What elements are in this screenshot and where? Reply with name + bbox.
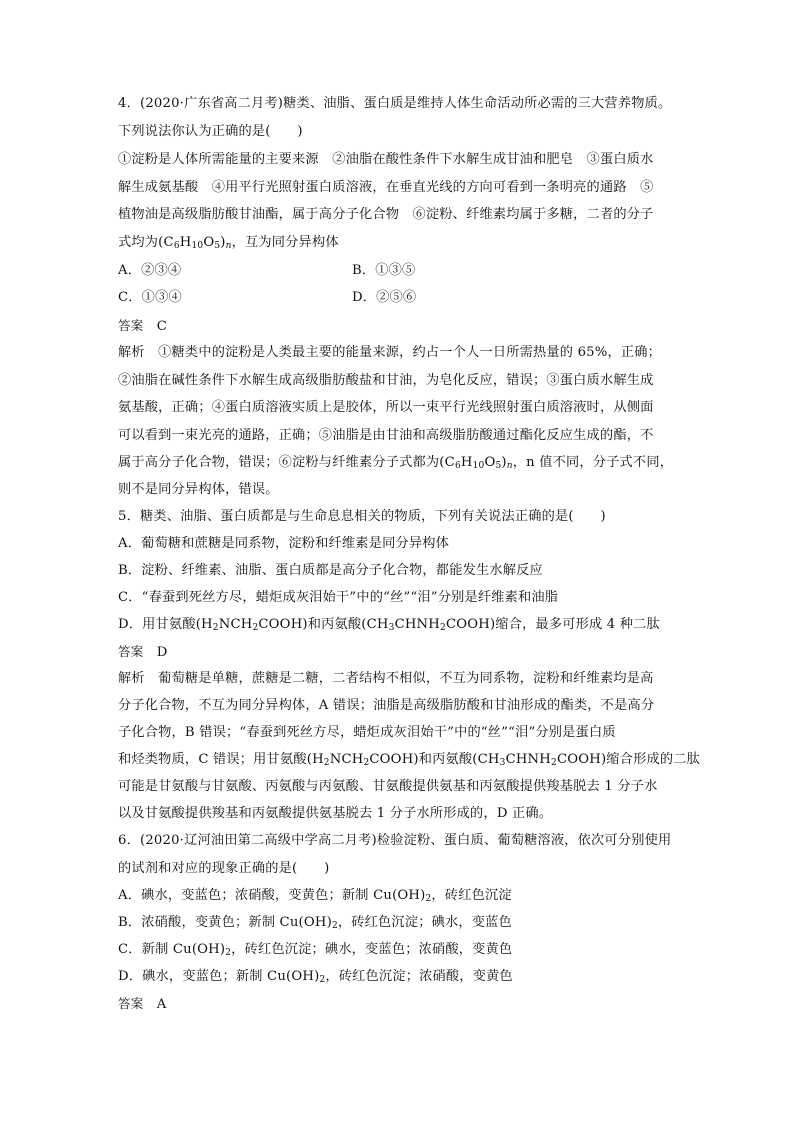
q4-option-a: A．②③④: [118, 263, 182, 278]
q6-option-b: B．浓硝酸，变黄色；新制 $Cu(OH)_2$，砖红色沉淀；碘水，变蓝色: [118, 915, 512, 931]
answer-label: 答案: [118, 644, 144, 659]
q4-analysis-line3: 氨基酸，正确；④蛋白质溶液实质上是胶体，所以一束平行光线照射蛋白质溶液时，从侧面: [118, 400, 654, 415]
q4-statements-line2: 解生成氨基酸 ④用平行光照射蛋白质溶液，在垂直光线的方向可看到一条明亮的通路 ⑤: [118, 180, 654, 195]
q4-analysis-line6: 则不是同分异构体，错误。: [118, 482, 279, 497]
q5-analysis-line2: 分子化合物，不互为同分异构体，A 错误；油脂是高级脂肪酸和甘油形成的酯类，不是高分: [118, 698, 655, 713]
q5-answer: [118, 644, 168, 661]
q5-stem: 5．糖类、油脂、蛋白质都是与生命息息相关的物质，下列有关说法正确的是( ): [118, 509, 606, 524]
q5-analysis-line6: 以及甘氨酸提供羧基和丙氨酸提供氨基脱去 1 分子水所形成的，D 正确。: [118, 806, 553, 821]
q4-stem-line1: 4．(2020·广东省高二月考)糖类、油脂、蛋白质是维持人体生命活动所必需的三大营养物质。: [118, 96, 672, 111]
q4-analysis-line1: 解析 ①糖类中的淀粉是人类最主要的能量来源，约占一个人一日所需热量的 65%，正确；: [118, 345, 662, 360]
q4-option-b: B．①③⑤: [352, 263, 416, 278]
q6-stem-line1: 6．(2020·辽河油田第二高级中学高二月考)检验淀粉、蛋白质、葡萄糖溶液，依次可分别使用: [118, 833, 672, 848]
q6-stem-line2: 的试剂和对应的现象正确的是( ): [118, 861, 330, 876]
q4-statements-line3: 植物油是高级脂肪酸甘油酯，属于高分子化合物 ⑥淀粉、纤维素均属于多糖，二者的分子: [118, 207, 654, 222]
q5-option-c: C．“春蚕到死丝方尽，蜡炬成灰泪始干”中的“丝”“泪”分别是纤维素和油脂: [118, 590, 559, 605]
q5-analysis-line1: 解析 葡萄糖是单糖，蔗糖是二糖，二者结构不相似，不互为同系物，淀粉和纤维素均是高: [118, 671, 654, 686]
q4-option-d: D．②⑤⑥: [352, 290, 417, 305]
answer-value: A: [156, 997, 167, 1012]
q5-analysis-line3: 子化合物，B 错误；“春蚕到死丝方尽，蜡炬成灰泪始干”中的“丝”“泪”分别是蛋白质: [118, 725, 616, 740]
q6-option-d: D．碘水，变蓝色；新制 $Cu(OH)_2$，砖红色沉淀；浓硝酸，变黄色: [118, 969, 513, 985]
answer-label: 答案: [118, 996, 144, 1011]
q5-option-a: A．葡萄糖和蔗糖是同系物，淀粉和纤维素是同分异构体: [118, 536, 450, 551]
q4-option-c: C．①③④: [118, 290, 182, 305]
q4-analysis-line2: ②油脂在碱性条件下水解生成高级脂肪酸盐和甘油，为皂化反应，错误；③蛋白质水解生成: [118, 373, 654, 388]
q5-option-b: B．淀粉、纤维素、油脂、蛋白质都是高分子化合物，都能发生水解反应: [118, 563, 543, 578]
q5-analysis-line4: 和烃类物质，C 错误；用甘氨酸$(H_2NCH_2COOH)$和丙氨酸$(CH_3CHNH_2COOH)$缩合形成的二肽: [118, 752, 701, 768]
q4-statements-line4: 式均为$(C_6H_{10}O_5)_n$，互为同分异构体: [118, 235, 339, 251]
q4-analysis-line4: 可以看到一束光亮的通路，正确；⑤油脂是由甘油和高级脂肪酸通过酯化反应生成的酯，不: [118, 428, 654, 443]
answer-value: D: [156, 645, 168, 660]
q6-answer: [118, 996, 167, 1013]
q4-answer: [118, 318, 167, 335]
q5-option-d: D．用甘氨酸$(H_2NCH_2COOH)$和丙氨酸$(CH_3CHNH_2COOH)$缩合，最多可形成 4 种二肽: [118, 617, 660, 633]
q6-option-a: A．碘水，变蓝色；浓硝酸，变黄色；新制 $Cu(OH)_2$，砖红色沉淀: [118, 888, 512, 904]
q4-stem-line2: 下列说法你认为正确的是( ): [118, 124, 303, 139]
q4-statements-line1: ①淀粉是人体所需能量的主要来源 ②油脂在酸性条件下水解生成甘油和肥皂 ③蛋白质水: [118, 152, 654, 167]
q5-analysis-line5: 可能是甘氨酸与甘氨酸、丙氨酸与丙氨酸、甘氨酸提供氨基和丙氨酸提供羧基脱去 1 分子水: [118, 779, 658, 794]
answer-label: 答案: [118, 318, 144, 333]
answer-value: C: [156, 319, 168, 334]
q6-option-c: C．新制 $Cu(OH)_2$，砖红色沉淀；碘水，变蓝色；浓硝酸，变黄色: [118, 942, 513, 958]
q4-analysis-line5: 属于高分子化合物，错误；⑥淀粉与纤维素分子式都为$(C_6H_{10}O_5)_n$，n 值不同，分子式不同，: [118, 455, 674, 471]
